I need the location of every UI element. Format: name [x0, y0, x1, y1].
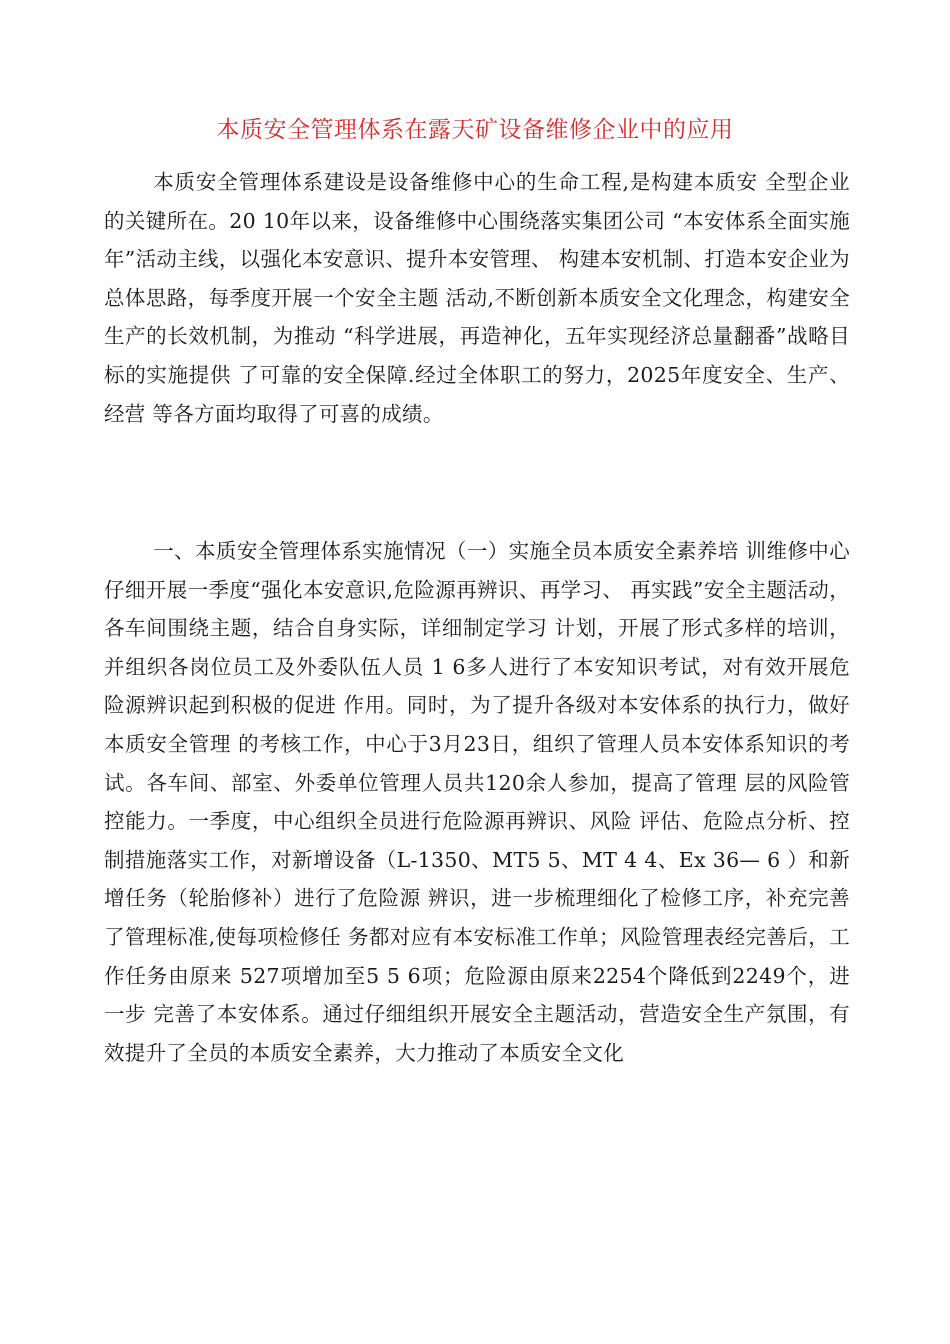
document-title: 本质安全管理体系在露天矿设备维修企业中的应用: [216, 117, 734, 143]
paragraph-intro: 本质安全管理体系建设是设备维修中心的生命工程,是构建本质安 全型企业的关键所在。20 10年以来，设备维修中心围绕落实集团公司 “本安体系全面实施年”活动主线，以强化本安意识、提升本安管理、 构建本安机制、打造本安企业为总体思路，每季度开展一个安全主题 活动,不断创新本质安全文化理念，构建安全生产的长效机制，为推动 “科学进展，再造神化，五年实现经济总量翻番”战略目标的实施提供 了可靠的安全保障.经过全体职工的努力，2025年度安全、生产、经营 等各方面均取得了可喜的成绩。: [104, 170, 850, 426]
paragraph-section-one: 一、本质安全管理体系实施情况（一）实施全员本质安全素养培 训维修中心仔细开展一季度“强化本安意识,危险源再辨识、再学习、 再实践”安全主题活动，各车间围绕主题，结合自身实际，详细制定学习 计划，开展了形式多样的培训，并组织各岗位员工及外委队伍人员 1 6多人进行了本安知识考试，对有效开展危险源辨识起到积极的促进 作用。同时，为了提升各级对本安体系的执行力，做好本质安全管理 的考核工作，中心于3月23日，组织了管理人员本安体系知识的考 试。各车间、部室、外委单位管理人员共120余人参加，提高了管理 层的风险管控能力。一季度，中心组织全员进行危险源再辨识、风险 评估、危险点分析、控制措施落实工作，对新增设备（L-1350、MT5 5、MT 4 4、Ex 36— 6 ）和新增任务（轮胎修补）进行了危险源 辨识，进一步梳理细化了检修工序，补充完善了管理标准,使每项检修任 务都对应有本安标准工作单；风险管理表经完善后，工作任务由原来 527项增加至5 5 6项；危险源由原来2254个降低到2249个，进一步 完善了本安体系。通过仔细组织开展安全主题活动，营造安全生产氛围，有效提升了全员的本质安全素养，大力推动了本质安全文化: [104, 539, 850, 1065]
